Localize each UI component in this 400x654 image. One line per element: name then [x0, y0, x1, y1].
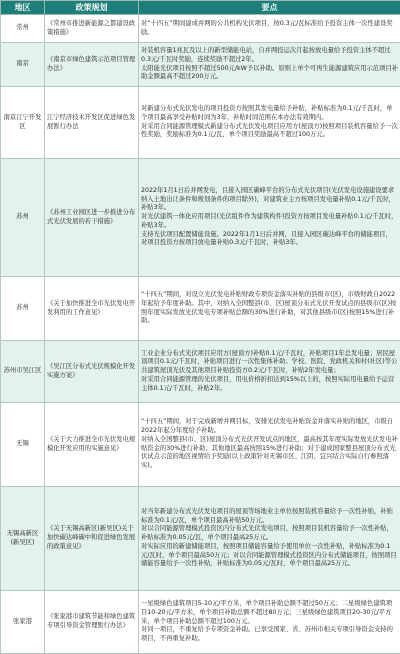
- policy-table-body: [1, 15, 400, 654]
- policy-cell: 《关于加快推进全市光伏发电开发利用的工作意见》: [45, 277, 139, 341]
- table-row: [1, 159, 400, 277]
- point-text: 对新建分布式光伏发电的项目投资方按照其发电量给予补贴，补贴标准为0.1元/千瓦时，单个项目最高享受补贴时间为3年，补贴时间范围在本办法有效期内。: [141, 105, 398, 122]
- point-text: 对实际应用的新建储能项目，按照项目储能容量给予使用单位一次性补贴，补贴标准为0.1元/瓦时，单个项目最高50万元；对以合同能源管理模式投资区内分布式储能项目，按照项目储能容量给予一次性补贴，补贴标准为0.05元/瓦时，单个项目最高25万元。: [141, 543, 398, 569]
- policy-cell: 《苏州工业园区进一步推进分布式光伏发展的若干措施》: [45, 159, 139, 277]
- point-text: 对同一项目，不重复给予专项资金补助。已享受国家、省、苏州市相关专项引导资金支持的项目，不再重复补助。: [141, 626, 398, 643]
- points-header: 要点: [139, 1, 400, 15]
- policy-cell: 江宁经济技术开发区促进绿色发展暂行办法: [45, 87, 139, 159]
- table-row: [1, 591, 400, 654]
- region-cell: 苏州市吴江区: [1, 341, 45, 403]
- region-cell: 南京江宁开发区: [1, 87, 45, 159]
- policy-cell: 《关于大力推进全市光伏发电规模化开发应用的实施意见》: [45, 403, 139, 487]
- region-header: 地区: [1, 1, 45, 15]
- points-cell: [139, 277, 400, 341]
- table-row: [1, 15, 400, 43]
- point-text: 对以合同能源管理模式投资区内分布式光伏发电项目，按照项目装机容量给予一次性补贴，补贴标准为0.05元/瓦，单个项目最高25万元。: [141, 525, 398, 542]
- points-cell: [139, 43, 400, 87]
- region-cell: 无锡: [1, 403, 45, 487]
- point-text: 对光伏建筑一体化应用项目(光伏组件作为建筑构件)投资方按项目发电量补贴0.1元/千瓦时，补贴3年。: [141, 213, 398, 230]
- points-cell: [139, 487, 400, 591]
- policy-cell: 《关于无锡高新区(新吴区)关于加快碳达峰碳中和促进绿色发展的政策意见》: [45, 487, 139, 591]
- region-cell: 南京: [1, 43, 45, 87]
- table-row: [1, 341, 400, 403]
- policy-header: 政策规划: [45, 1, 139, 15]
- region-cell: 常州: [1, 15, 45, 43]
- points-cell: [139, 87, 400, 159]
- point-text: 工业企业分布式光伏项目应用方(屋顶方)补贴0.1元/千瓦时，补贴项目1年总发电量；居民屋顶项目0.1元/千瓦时，补贴项目进行一次性集体补助；学校、医院、党政机关和村(社区)等公共建筑屋顶光伏及其他项目补贴投资方0.2元/千瓦时，补贴2年发电量；: [141, 350, 398, 376]
- points-cell: [139, 341, 400, 403]
- policy-cell: 《张家港市建筑节能和绿色建筑专项引导资金管理暂行办法》: [45, 591, 139, 654]
- table-row: [1, 403, 400, 487]
- point-text: 支持光伏项目配置储能设施。2022年1月1日后并网，且接入园区碳达峰平台的储能项目，对项目投资方按项目放电量补贴0.3元/千瓦时，补贴3年。: [141, 231, 398, 248]
- point-text: “十四五”期间，对设立光伏发电补贴财政专项资金落实补贴的县级市(区)，市级财政自2022年起给予年度补助。其中，对纳入全国整县(市、区)屋顶分布式光伏开发试点的县级市(区)按照年度实际发放光伏发电专项补贴总额的30%进行补助，对其他县级市(区)按照15%进行补助。: [141, 291, 398, 326]
- points-cell: [139, 159, 400, 277]
- policy-cell: 《南京市绿色建筑示范项目管理办法》: [45, 43, 139, 87]
- table-row: [1, 487, 400, 591]
- table-row: [1, 277, 400, 341]
- policy-cell: 《吴江区分布式光伏规模化开发实施方案》: [45, 341, 139, 403]
- point-text: 对装机容量1兆瓦及以上的新型储能电站，自并网投运次月起按放电量给予投资主体不超过0.3元/千瓦时奖励，连续奖励不超过2年。: [141, 47, 398, 64]
- point-text: 2022年1月1日后并网发电，且接入园区碳峰平台的分布式光伏项目(光伏发电设施建设要求纳入土地出让条件和规划条件的项目除外)，对建筑业主方按项目发电量补贴0.1元/千瓦时，补贴3年。: [141, 187, 398, 213]
- point-text: 对采用合同能源管理模式新建分布式光伏发电项目应用方(屋顶方)按照项目装机容量给予一次性奖励，奖励标准为0.1元/瓦，单个项目奖励最高不超过100万元。: [141, 123, 398, 140]
- header-row: [1, 1, 400, 15]
- points-cell: [139, 403, 400, 487]
- point-text: 一星级绿色建筑项目5-10元/平方米，单个项目补助总额不超过50万元；二星级绿色建筑项目10-20元/平方米，单个项目补助总额不超过80万元；三星级绿色建筑项目20-30元/平方米，单个项目补助总额不超过100万元。: [141, 600, 398, 626]
- region-cell: 张家港: [1, 591, 45, 654]
- point-text: 太阳能光伏项目按照不超过500元/kW予以补助。原则上单个可再生能源建筑应用示范项目补助金额最高不超过200万元。: [141, 65, 398, 82]
- policy-cell: 《常州市推进新能源之都建设政策措施》: [45, 15, 139, 43]
- point-text: 对当年新建分布式光伏发电项目的屋顶等场地业主单位按照装机容量给予一次性补贴，补贴标准为0.1元/瓦，单个项目最高补贴50万元。: [141, 508, 398, 525]
- point-text: 对“十四五”期间建成并网的公共机构光伏项目，按0.3元/瓦标准给予投资主体一次性建设奖励。: [141, 20, 398, 37]
- region-cell: 苏州: [1, 159, 45, 277]
- point-text: 对采用合同能源管理的光伏项目，用电价格折扣达到15%以上的，按照实际用电量给予运营主体0.1元/千瓦时，补贴2年。: [141, 376, 398, 393]
- point-text: “十四五”期间，对于完成新增并网目标，安排光伏发电补贴资金并落实补贴的地区，市级自2022年起分年度给予补助。: [141, 418, 398, 435]
- region-cell: 无锡高新区(新吴区): [1, 487, 45, 591]
- table-row: [1, 87, 400, 159]
- points-cell: [139, 591, 400, 654]
- points-cell: [139, 15, 400, 43]
- region-cell: 苏州: [1, 277, 45, 341]
- point-text: 对纳入全国整县(市、区)屋顶分布式光伏开发试点的地区，最高按其年度实际发放光伏发电补贴资金的30%进行补助；其他地区最高按照15%进行补助；对于建成国家整县屋顶分布式光伏试点示范的地区视情给予奖励(以上政策针对无锡市区、江阴、宜兴结合实际自行参照落实)。: [141, 436, 398, 471]
- table-row: [1, 43, 400, 87]
